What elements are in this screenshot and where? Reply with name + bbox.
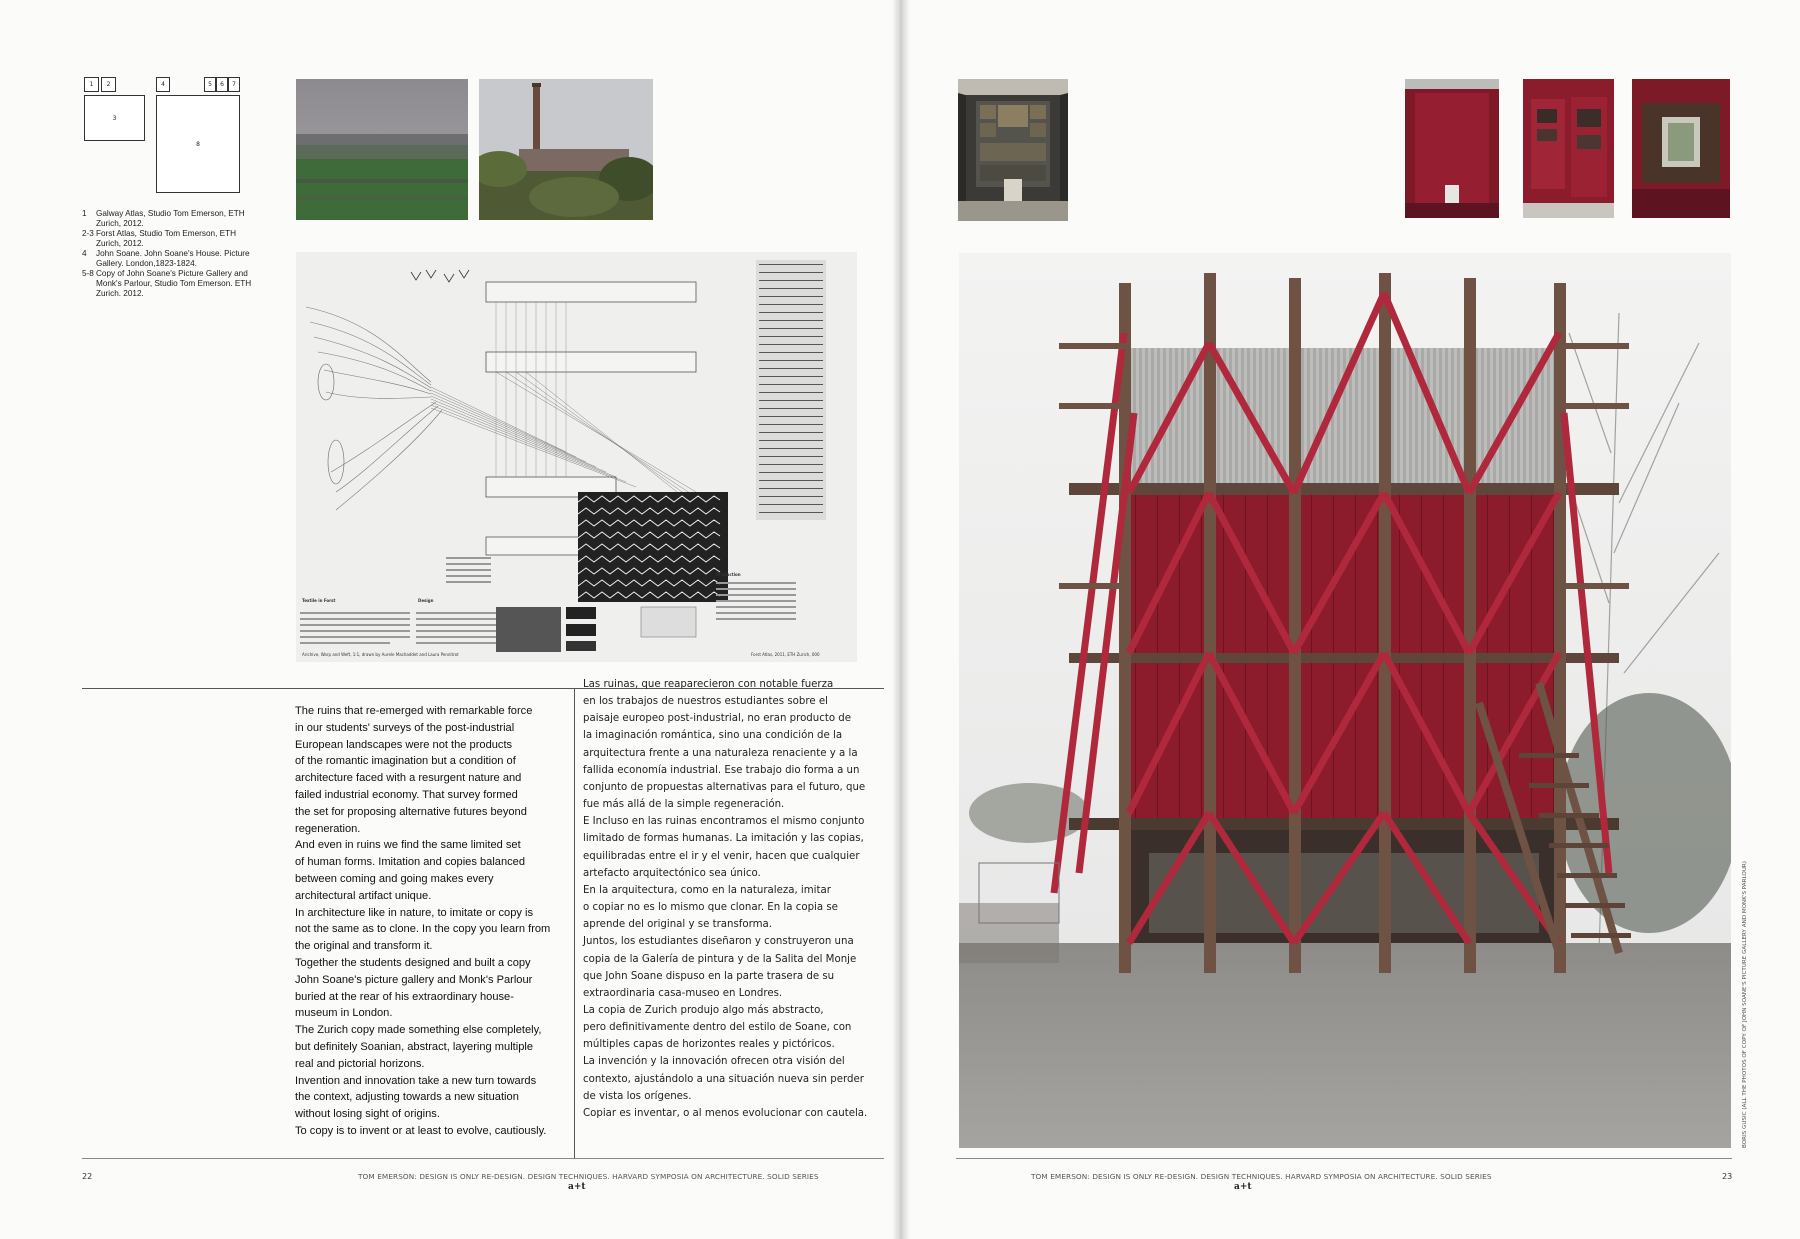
caption-item: 5-8 Copy of John Soane's Picture Gallery and Monk's Parlour, Studio Tom Emerson. ETH Zurich. 2012. [82,269,252,298]
legend-box-8: 8 [156,95,240,193]
paragraph: E Incluso en las ruinas encontramos el mismo conjunto limitado de formas humanas. La imitación y las copias, equilibradas entre el ir y el venir, hacen que cualquier artefacto arquitectónico sea único. [583,816,865,879]
left-page [0,0,898,1239]
paragraph: The ruins that re-emerged with remarkable force in our students' surveys of the post-industrial European landscapes were not the products of the romantic imagination but a condition of architecture faced with a resurgent nature and failed industrial economy. That survey formed the set for proposing alternative futures beyond regeneration. [295,705,533,835]
column-rule [574,688,575,1158]
legend-box-3: 3 [84,95,145,141]
paragraph: En la arquitectura, como en la naturaleza, imitar o copiar no es lo mismo que clonar. En la copia se aprende del original y se transforma. [583,884,838,931]
drawing-label-right-title: Production [716,572,741,577]
paragraph: In architecture like in nature, to imitate or copy is not the same as to clone. In the copy you learn from the original and transform it. [295,906,551,953]
caption-item: 4 John Soane. John Soane's House. Picture Gallery. London,1823-1824. [82,249,250,268]
page-number-right: 23 [1722,1172,1733,1181]
legend-box-2: 2 [101,77,116,92]
photo-credit: BORIS GUSIC (ALL THE PHOTOS OF COPY OF JOHN SOANE'S PICTURE GALLERY AND MONK'S PARLOUR) [1742,861,1748,1148]
photo-soane-gallery [958,79,1068,221]
drawing-textile-forst [296,252,857,662]
running-title-right: TOM EMERSON: DESIGN IS ONLY RE-DESIGN. DESIGN TECHNIQUES. HARVARD SYMPOSIA ON ARCHITECTURE. SOLID SERIES [1031,1172,1492,1181]
footer-rule [82,1158,884,1159]
drawing-label-mid-title: Design [418,598,434,603]
paragraph: Copiar es inventar, o al menos evolucionar con cautela. [583,1107,868,1119]
paragraph: Together the students designed and built a copy John Soane's picture gallery and Monk's Parlour buried at the rear of his extraordinary house- museum in London. [295,956,533,1020]
legend-box-5: 5 [204,77,216,92]
photo-galway-landscape [296,79,468,220]
body-text-english [295,703,567,1140]
footer-rule [956,1158,1732,1159]
paragraph: The Zurich copy made something else completely, but definitely Soanian, abstract, layering multiple real and pictorial horizons. [295,1024,542,1070]
legend-box-6: 6 [216,77,228,92]
logo-right: a+t [1234,1182,1252,1192]
running-title-left: TOM EMERSON: DESIGN IS ONLY RE-DESIGN. DESIGN TECHNIQUES. HARVARD SYMPOSIA ON ARCHITECTURE. SOLID SERIES [358,1172,819,1181]
caption-item: 1 Galway Atlas, Studio Tom Emerson, ETH Zurich, 2012. [82,209,245,228]
paragraph: La invención y la innovación ofrecen otra visión del contexto, ajustándolo a una situación nueva sin perder de vista los orígenes. [583,1056,864,1102]
page-number-left: 22 [82,1172,93,1181]
paragraph: La copia de Zurich produjo algo más abstracto, pero definitivamente dentro del estilo de Soane, con múltiples capas de horizontes reales y pictóricos. [583,1004,852,1051]
legend-box-1: 1 [84,77,99,92]
paragraph: And even in ruins we find the same limited set of human forms. Imitation and copies balanced between coming and going makes every architectural artifact unique. [295,839,526,902]
legend-box-4: 4 [156,77,170,92]
photo-pavilion-tower [959,253,1731,1148]
photo-red-interior-6 [1523,79,1614,218]
drawing-label-bottom-left: Arichive, Warp and Weft, 1:1, drawn by Aurele Machaddet and Laura Pennitrot [302,652,459,657]
legend-box-7: 7 [228,77,240,92]
paragraph: To copy is to invent or at least to evolve, cautiously. [295,1124,547,1137]
drawing-label-left-title: Textile in Forst [302,598,336,603]
spread-gutter [892,0,910,1239]
caption-item: 2-3 Forst Atlas, Studio Tom Emerson, ETH Zurich, 2012. [82,229,236,248]
logo-left: a+t [568,1182,586,1192]
paragraph: Invention and innovation take a new turn towards the context, adjusting towards a new situation without losing sight of origins. [295,1074,537,1121]
caption-list [82,209,252,299]
right-page [904,0,1800,1239]
body-text-spanish [583,676,868,1122]
photo-red-interior-5 [1405,79,1499,218]
paragraph: Las ruinas, que reaparecieron con notable fuerza en los trabajos de nuestros estudiantes sobre el paisaje europeo post-industrial, no eran producto de la imaginación romántica, sino una condición de la arquitectura frente a una naturaleza renaciente y a la fallida economía industrial. Ese trabajo dio forma a un conjunto de propuestas alternativas para el futuro, que fue más allá de la simple regeneración. [583,679,866,811]
photo-forst-chimney [479,79,653,220]
paragraph: Juntos, los estudiantes diseñaron y construyeron una copia de la Galería de pintura y de la Salita del Monje que John Soane dispuso en la parte trasera de su extraordinaria casa-museo en Londres. [583,936,857,999]
drawing-label-bottom-right: Forst Atlas, 2011, ETH Zurich, 000 [751,652,820,657]
photo-red-interior-7 [1632,79,1730,218]
